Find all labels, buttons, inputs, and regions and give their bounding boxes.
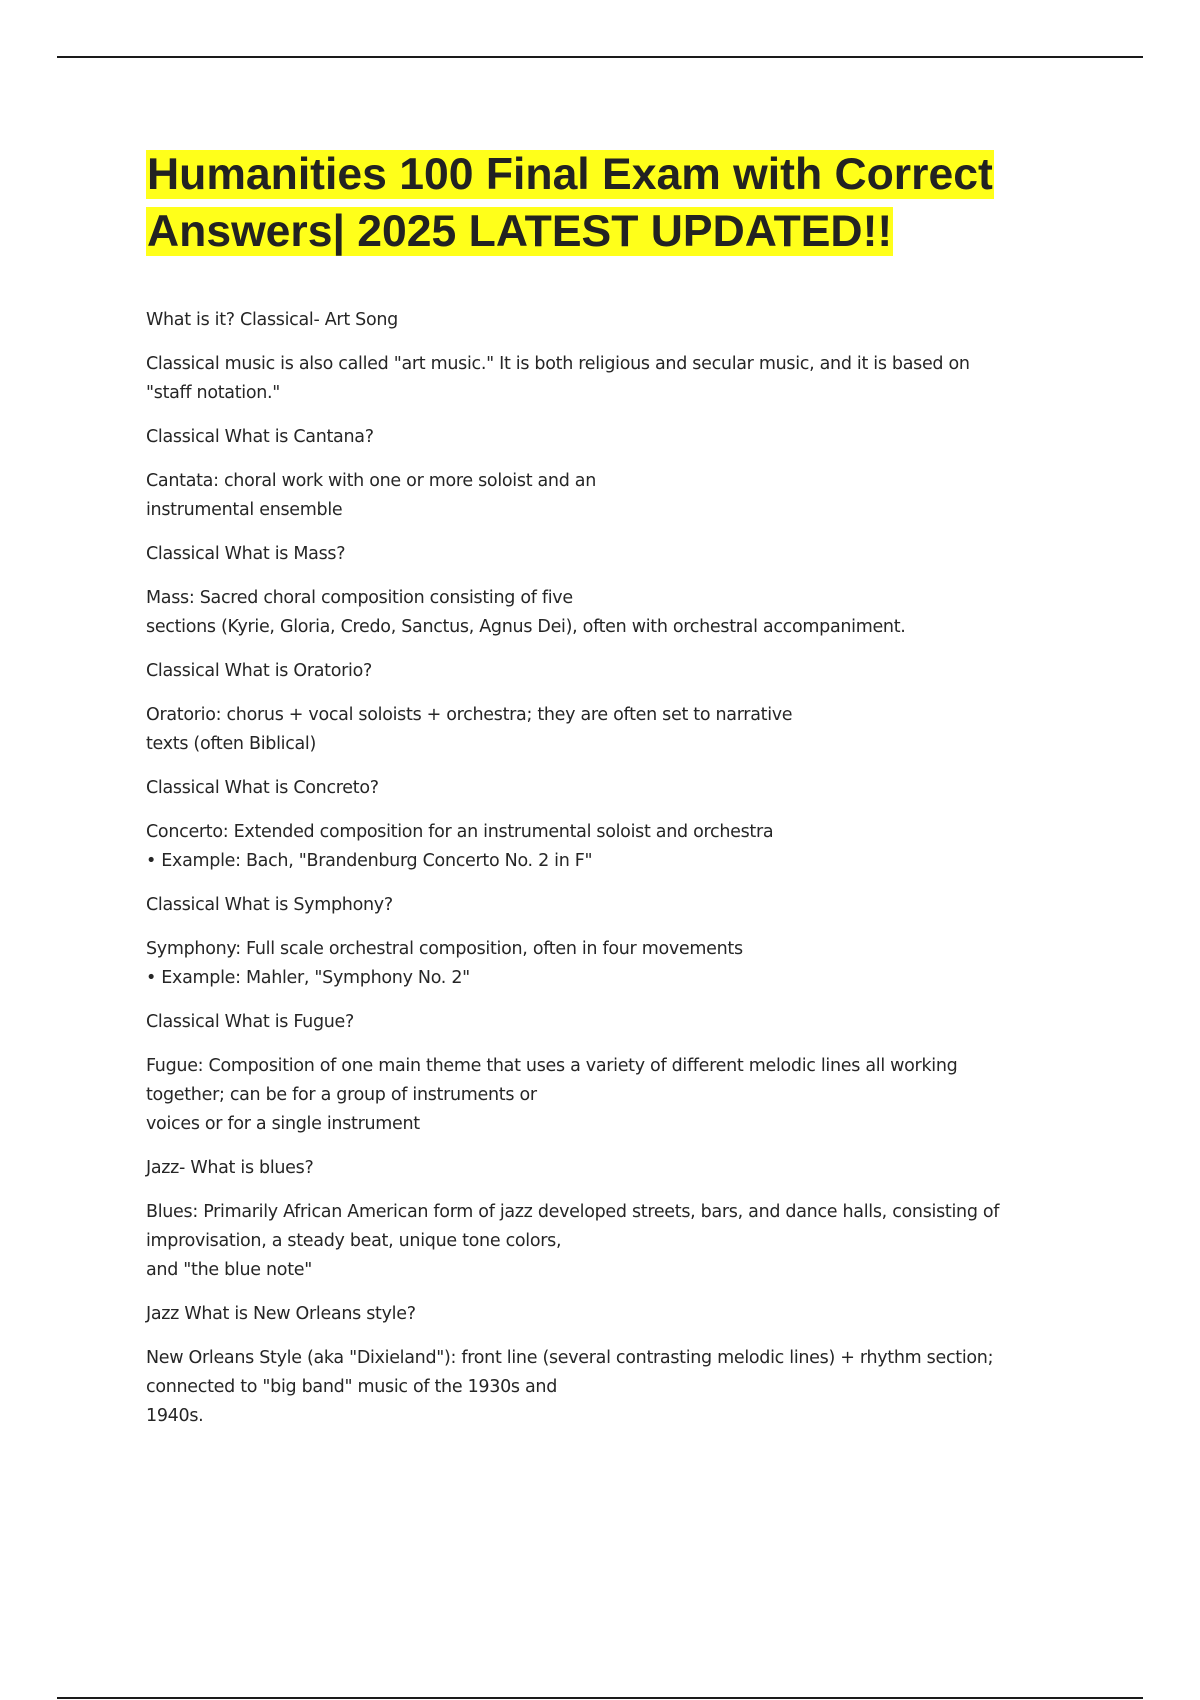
answer-concerto: Concerto: Extended composition for an instrumental soloist and orchestra • Example: Bach, "Brandenburg Concerto No. 2 in F"	[146, 822, 774, 871]
answer-fugue: Fugue: Composition of one main theme that uses a variety of different melodic lines all working together; can be for a group of instruments or voices or for a single instrument	[146, 1056, 958, 1134]
title-highlight: Humanities 100 Final Exam with Correct Answers| 2025 LATEST UPDATED!!	[147, 150, 993, 256]
document-title	[146, 146, 1076, 260]
question-blues: Jazz- What is blues?	[146, 1158, 314, 1178]
document-body	[146, 146, 1076, 1446]
bottom-rule	[57, 1697, 1143, 1699]
question-symphony: Classical What is Symphony?	[146, 895, 393, 915]
answer-blues: Blues: Primarily African American form of jazz developed streets, bars, and dance halls, consisting of improvisation, a steady beat, unique tone colors, and "the blue note"	[146, 1202, 1000, 1280]
question-oratorio: Classical What is Oratorio?	[146, 661, 372, 681]
question-new-orleans: Jazz What is New Orleans style?	[146, 1304, 416, 1324]
answer-classical-music: Classical music is also called "art music." It is both religious and secular music, and it is based on "staff notation."	[146, 354, 970, 403]
question-art-song: What is it? Classical- Art Song	[146, 310, 398, 330]
answer-new-orleans: New Orleans Style (aka "Dixieland"): front line (several contrasting melodic lines) + rhythm section; connected to "big band" music of the 1930s and 1940s.	[146, 1348, 994, 1426]
question-fugue: Classical What is Fugue?	[146, 1012, 355, 1032]
answer-cantata: Cantata: choral work with one or more soloist and an instrumental ensemble	[146, 471, 597, 520]
top-rule	[57, 56, 1143, 58]
question-cantata: Classical What is Cantana?	[146, 427, 374, 447]
question-mass: Classical What is Mass?	[146, 544, 346, 564]
answer-symphony: Symphony: Full scale orchestral composition, often in four movements • Example: Mahler, "Symphony No. 2"	[146, 939, 743, 988]
question-concerto: Classical What is Concreto?	[146, 778, 379, 798]
answer-mass: Mass: Sacred choral composition consisting of five sections (Kyrie, Gloria, Credo, Sanctus, Agnus Dei), often with orchestral accompaniment.	[146, 588, 906, 637]
answer-oratorio: Oratorio: chorus + vocal soloists + orchestra; they are often set to narrative texts (often Biblical)	[146, 705, 793, 754]
